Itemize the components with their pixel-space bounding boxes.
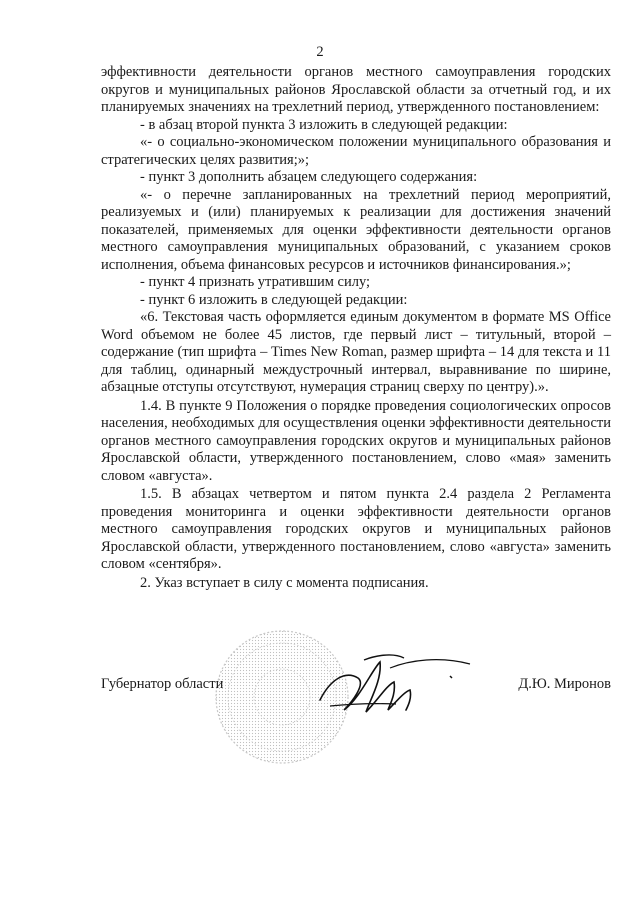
page-number: 2	[316, 44, 324, 60]
paragraph: - пункт 6 изложить в следующей редакции:	[140, 291, 408, 308]
paragraph: «- о перечне запланированных на трехлетний период мероприятий, реализуемых и (или) планируемых к реализации для достижения значений показателей, применяемых для оценки эффективности деятельности органов местного самоуправления муниципальных образований, с указанием сроков исполнения, объема финансовых ресурсов и источников финансирования.»;	[101, 186, 611, 273]
paragraph: - пункт 3 дополнить абзацем следующего содержания:	[140, 169, 478, 185]
signatory-name: Д.Ю. Миронов	[518, 676, 611, 692]
paragraph: «6. Текстовая часть оформляется единым документом в формате MS Office Word объемом не более 45 листов, где первый лист – титульный, второй – содержание (тип шрифта – Times New Roman, размер шрифта – 14 для текста и 11 для таблиц, одинарный междустрочный интервал, выравнивание по ширине, абзацные отступы отсутствуют, нумерация страниц сверху по центру).».	[101, 309, 611, 395]
handwritten-signature	[300, 640, 480, 725]
paragraph: - пункт 4 признать утратившим силу;	[140, 274, 371, 290]
paragraph: «- о социально-экономическом положении муниципального образования и стратегических целях развития;»;	[101, 134, 611, 168]
paragraph: 1.4. В пункте 9 Положения о порядке проведения социологических опросов населения, необходимых для осуществления оценки эффективности деятельности органов местного самоуправления городских округов и муниципальных районов Ярославской области, утвержденного постановлением, слово «мая» заменить словом «августа».	[101, 397, 611, 484]
document-body	[101, 64, 611, 592]
paragraph: 1.5. В абзацах четвертом и пятом пункта 2.4 раздела 2 Регламента проведения мониторинга и оценки эффективности деятельности органов местного самоуправления городских округов и муниципальных районов Ярославской области, утвержденного постановлением, слово «августа» заменить словом «сентября».	[101, 486, 611, 572]
paragraph: - в абзац второй пункта 3 изложить в следующей редакции:	[140, 116, 508, 133]
paragraph: 2. Указ вступает в силу с момента подписания.	[140, 574, 429, 591]
signatory-title: Губернатор области	[101, 676, 224, 692]
paragraph: эффективности деятельности органов местного самоуправления городских округов и муниципальных районов Ярославской области за отчетный год, и их планируемых значениях на трехлетний период, утвержденного постановлением:	[101, 64, 611, 115]
